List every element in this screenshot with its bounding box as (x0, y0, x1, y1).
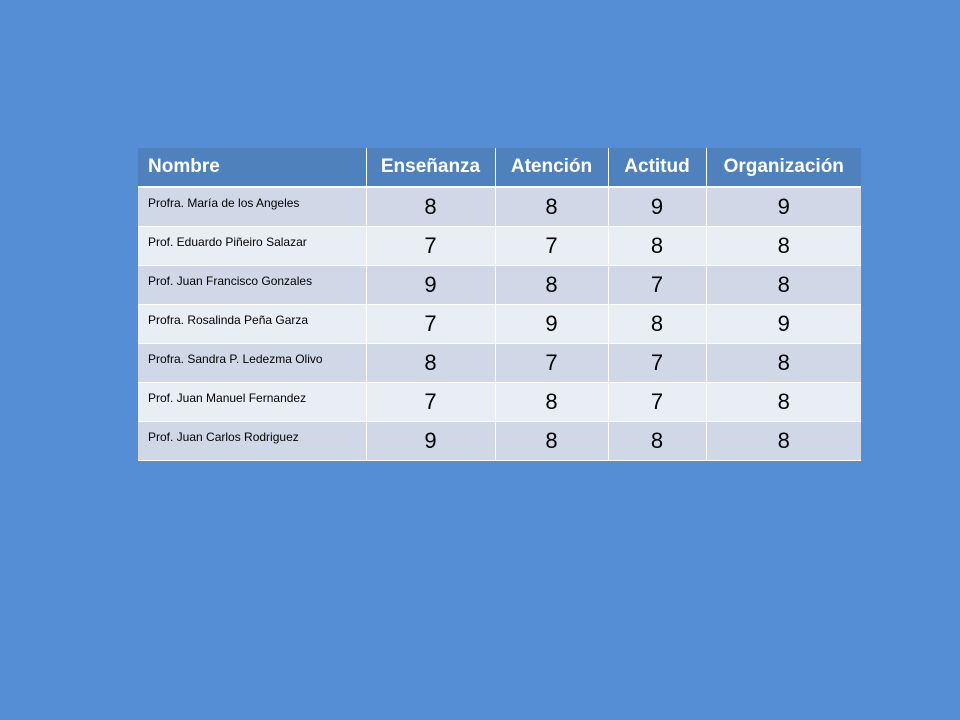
score-actitud: 7 (608, 266, 706, 305)
table-row (138, 227, 861, 266)
score-ensenanza: 7 (366, 383, 495, 422)
table-row (138, 187, 861, 227)
score-atencion: 7 (495, 344, 608, 383)
score-actitud: 9 (608, 187, 706, 227)
score-ensenanza: 9 (366, 422, 495, 461)
score-ensenanza: 8 (366, 187, 495, 227)
score-organizacion: 8 (706, 266, 861, 305)
teacher-name: Prof. Juan Manuel Fernandez (138, 383, 366, 422)
teacher-name: Profra. Rosalinda Peña Garza (138, 305, 366, 344)
score-atencion: 8 (495, 422, 608, 461)
table-row (138, 422, 861, 461)
score-ensenanza: 9 (366, 266, 495, 305)
score-ensenanza: 7 (366, 227, 495, 266)
score-organizacion: 8 (706, 344, 861, 383)
score-ensenanza: 8 (366, 344, 495, 383)
evaluation-table-container (138, 148, 861, 461)
score-organizacion: 8 (706, 227, 861, 266)
table-header-row (138, 148, 861, 187)
score-actitud: 8 (608, 422, 706, 461)
teacher-name: Prof. Juan Carlos Rodriguez (138, 422, 366, 461)
header-atencion: Atención (495, 148, 608, 187)
teacher-name: Prof. Eduardo Piñeiro Salazar (138, 227, 366, 266)
score-actitud: 8 (608, 305, 706, 344)
table-row (138, 266, 861, 305)
score-atencion: 8 (495, 383, 608, 422)
score-organizacion: 8 (706, 422, 861, 461)
teacher-name: Profra. María de los Angeles (138, 187, 366, 227)
score-actitud: 8 (608, 227, 706, 266)
score-organizacion: 9 (706, 305, 861, 344)
evaluation-table (138, 148, 861, 461)
table-row (138, 383, 861, 422)
table-row (138, 305, 861, 344)
score-ensenanza: 7 (366, 305, 495, 344)
score-atencion: 8 (495, 187, 608, 227)
header-organizacion: Organización (706, 148, 861, 187)
table-row (138, 344, 861, 383)
header-actitud: Actitud (608, 148, 706, 187)
teacher-name: Profra. Sandra P. Ledezma Olivo (138, 344, 366, 383)
teacher-name: Prof. Juan Francisco Gonzales (138, 266, 366, 305)
score-actitud: 7 (608, 344, 706, 383)
score-atencion: 8 (495, 266, 608, 305)
score-atencion: 9 (495, 305, 608, 344)
score-organizacion: 8 (706, 383, 861, 422)
score-atencion: 7 (495, 227, 608, 266)
header-nombre: Nombre (138, 148, 366, 187)
score-organizacion: 9 (706, 187, 861, 227)
score-actitud: 7 (608, 383, 706, 422)
header-ensenanza: Enseñanza (366, 148, 495, 187)
